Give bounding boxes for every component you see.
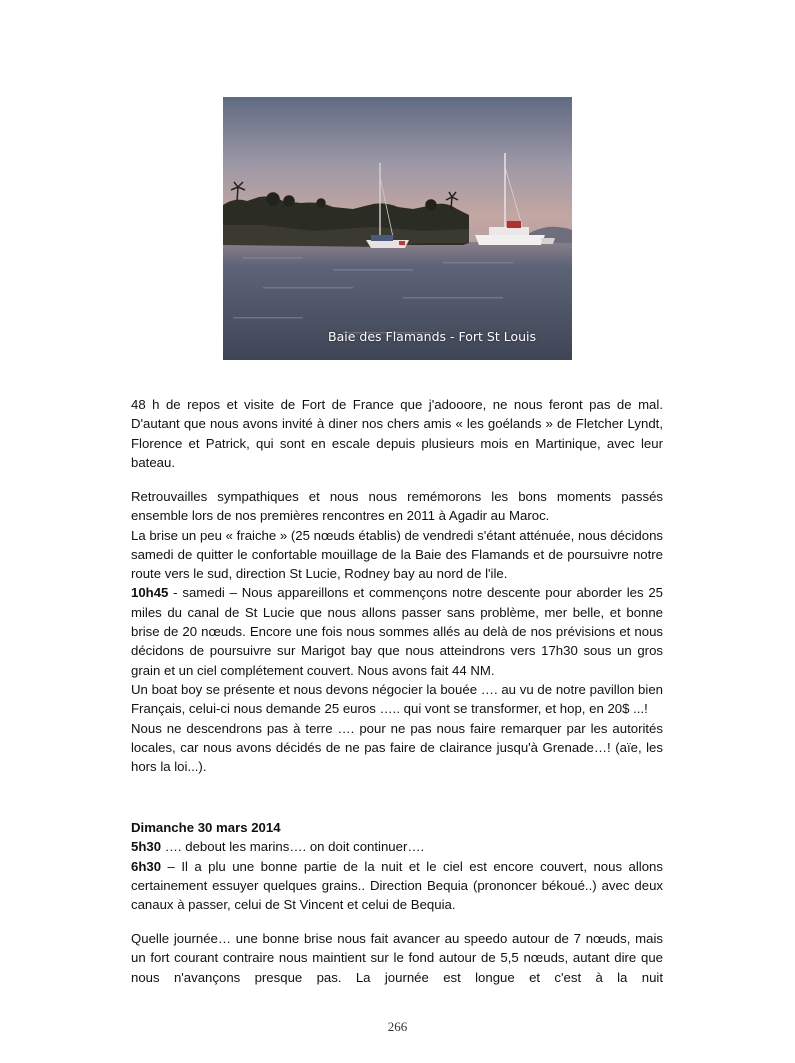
time-stamp: 5h30 [131, 839, 162, 855]
text-block-4 [131, 929, 663, 987]
paragraph: Quelle journée… une bonne brise nous fait avancer au speedo autour de 7 nœuds, mais un fort courant contraire nous maintient sur le fond autour de 5,5 nœuds, autant dire que nous n'avançons presque pas. La journée est longue et c'est à la nuit [131, 931, 663, 985]
paragraph: Retrouvailles sympathiques et nous nous remémorons les bons moments passés ensemble lors de nos premières rencontres en 2011 à Agadir au Maroc. [131, 489, 663, 524]
text-block-3 [131, 818, 663, 914]
date-heading: Dimanche 30 mars 2014 [131, 820, 281, 835]
paragraph: Un boat boy se présente et nous devons négocier la bouée …. au vu de notre pavillon bien Français, celui-ci nous demande 25 euros ….. qui vont se transformer, et hop, en 20$ ...! [131, 681, 663, 717]
harbor-scene [223, 97, 572, 360]
paragraph [131, 857, 663, 915]
time-stamp: 6h30 [131, 858, 162, 874]
photo-caption: Baie des Flamands - Fort St Louis [328, 329, 536, 344]
paragraph-text: – Il a plu une bonne partie de la nuit et le ciel est encore couvert, nous allons certainement essuyer quelques grains.. Direction Bequia (prononcer békoué..) avec deux canaux à passer, celui de St Vincent et celui de Bequia. [131, 858, 663, 913]
text-block-1 [131, 395, 663, 472]
paragraph: 48 h de repos et visite de Fort de France que j'adooore, ne nous feront pas de mal. D'autant que nous avons invité à diner nos chers amis « les goélands » de Fletcher Lyndt, Florence et Patrick, qui sont en escale depuis plusieurs mois en Martinique, avec leur bateau. [131, 397, 663, 470]
paragraph: La brise un peu « fraiche » (25 nœuds établis) de vendredi s'étant atténuée, nous décidons samedi de quitter le confortable mouillage de la Baie des Flamands et de poursuivre notre route vers le sud, direction St Lucie, Rodney bay au nord de l'ile. [131, 527, 663, 582]
paragraph: Nous ne descendrons pas à terre …. pour ne pas nous faire remarquer par les autorités locales, car nous avons décidés de ne pas faire de clairance jusqu'à Grenade…! (aïe, les hors la loi...). [131, 720, 663, 775]
photo-baie-des-flamands [223, 97, 572, 360]
paragraph [131, 837, 663, 856]
time-stamp: 10h45 [131, 585, 169, 601]
page-number: 266 [387, 1019, 408, 1034]
paragraph-text: - samedi – Nous appareillons et commençons notre descente pour aborder les 25 miles du canal de St Lucie que nous allons passer sans problème, mer belle, et bonne brise de 20 nœuds. Encore une fois nous sommes allés au delà de nos prévisions et nous décidons de poursuivre sur Marigot bay que nous atteindrons vers 17h30 sous un gros grain et un ciel complétement couvert. Nous avons fait 44 NM. [131, 585, 663, 678]
text-block-2 [131, 487, 663, 776]
paragraph-text: …. debout les marins…. on doit continuer…. [161, 839, 425, 855]
paragraph [131, 583, 663, 679]
